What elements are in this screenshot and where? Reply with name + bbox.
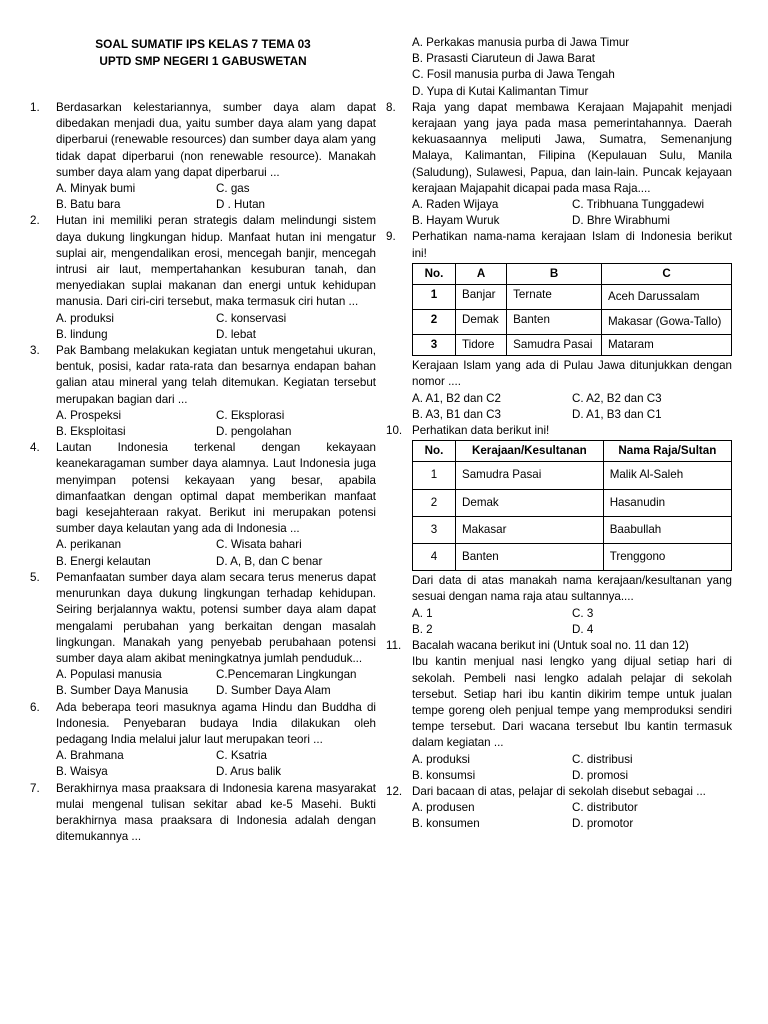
question-number: 6. — [30, 700, 40, 714]
table-cell: Baabullah — [603, 516, 731, 543]
option-a[interactable]: A. Raden Wijaya — [412, 198, 499, 212]
question-number: 5. — [30, 570, 40, 584]
option-b[interactable]: B. Hayam Wuruk — [412, 214, 500, 228]
option-c[interactable]: C.Pencemaran Lingkungan — [216, 668, 357, 682]
answer-options — [412, 35, 732, 100]
table-cell: Samudra Pasai — [507, 335, 602, 356]
option-d[interactable]: D. Sumber Daya Alam — [216, 684, 331, 698]
table-header-cell: C — [602, 263, 732, 284]
question-7 — [30, 781, 376, 846]
option-a[interactable]: A. produsen — [412, 801, 475, 815]
option-d[interactable]: D. 4 — [572, 622, 594, 636]
table-cell: Makasar (Gowa-Tallo) — [602, 310, 732, 335]
option-a[interactable]: A. Populasi manusia — [56, 668, 162, 682]
table-cell: Malik Al-Saleh — [603, 462, 731, 489]
option-a[interactable]: A. perikanan — [56, 538, 122, 552]
sultan-table — [412, 440, 732, 571]
question-prompt: Kerajaan Islam yang ada di Pulau Jawa ditunjukkan dengan nomor .... — [412, 359, 732, 389]
left-column — [30, 100, 376, 845]
answer-options — [412, 391, 732, 423]
option-a[interactable]: A. Perkakas manusia purba di Jawa Timur — [412, 36, 630, 49]
option-d[interactable]: D. Yupa di Kutai Kalimantan Timur — [412, 84, 589, 98]
table-header-row — [413, 263, 732, 284]
question-number: 11. — [386, 639, 402, 653]
answer-options — [412, 800, 732, 832]
question-number: 8. — [386, 100, 396, 114]
question-10 — [386, 423, 732, 638]
answer-options — [412, 752, 732, 784]
table-cell: Trenggono — [603, 544, 731, 571]
table-cell: 4 — [413, 544, 456, 571]
right-column — [386, 35, 732, 833]
option-d[interactable]: D. lebat — [216, 327, 256, 341]
option-a[interactable]: A. Minyak bumi — [56, 182, 136, 196]
question-3 — [30, 343, 376, 440]
answer-options — [56, 748, 376, 780]
question-text: Lautan Indonesia terkenal dengan kekayaan keanekaragaman sumber daya alamnya. Laut Indonesia juga menyimpan potensi kekayaan yang besar, apabila dimanfaatkan dengan optimal dapat memberikan manfaat bagi kesejahteraan rakyat. Berikut ini merupakan potensi sumber daya kelautan yang ada di Indonesia ... — [56, 441, 376, 536]
table-header-cell: Kerajaan/Kesultanan — [456, 441, 604, 462]
option-d[interactable]: D. promotor — [572, 817, 634, 831]
option-a[interactable]: A. produksi — [412, 752, 470, 766]
option-d[interactable]: D. Bhre Wirabhumi — [572, 214, 670, 228]
question-text: Perhatikan nama-nama kerajaan Islam di Indonesia berikut ini! — [412, 230, 732, 260]
question-11 — [386, 638, 732, 784]
table-row — [413, 516, 732, 543]
question-text: Pemanfaatan sumber daya alam secara terus menerus dapat menurunkan daya dukung lingkungan terhadap kehidupan. Seiring berjalannya waktu, potensi sumber daya alam dapat mengalami perubahan yang berkaitan dengan masalah lingkungan. Manakah yang penyebab perubahaan potensi sumber daya alam akibat meningkatnya jumlah penduduk... — [56, 570, 376, 665]
option-c[interactable]: C. A2, B2 dan C3 — [572, 391, 662, 405]
question-number: 1. — [30, 101, 40, 114]
question-number: 7. — [30, 781, 40, 795]
option-c[interactable]: C. distribusi — [572, 752, 633, 766]
question-text: Berdasarkan kelestariannya, sumber daya alam dapat dibedakan menjadi dua, yaitu sumber daya alam yang dapat diperbarui (renewable resources) dan sumber daya alam yang tidak dapat diperbarui (non renewable resource). Manakah sumber daya alam yang dapat diperbarui ... — [56, 101, 376, 179]
option-d[interactable]: D. pengolahan — [216, 425, 292, 439]
question-7-options — [386, 35, 732, 100]
option-b[interactable]: B. Energi kelautan — [56, 554, 151, 568]
table-cell: Banten — [507, 310, 602, 335]
answer-options — [56, 537, 376, 569]
table-row — [413, 310, 732, 335]
question-number: 12. — [386, 784, 403, 798]
answer-options — [56, 311, 376, 343]
option-a[interactable]: A. Prospeksi — [56, 408, 122, 422]
table-header-cell: No. — [413, 441, 456, 462]
question-2 — [30, 213, 376, 343]
table-row — [413, 462, 732, 489]
option-b[interactable]: B. Eksploitasi — [56, 425, 126, 439]
reading-passage: Ibu kantin menjual nasi lengko yang dijual setiap hari di sekolah. Pembeli nasi lengko adalah pelajar di sekolah tersebut. Setiap hari ibu kantin dikirim tempe untuk jualan tempe goreng oleh penjual tempe yang memproduksi sendiri tempe tersebut. Dari wacana tersebut Ibu kantin termasuk dalam kegiatan ... — [412, 655, 732, 750]
answer-options — [56, 181, 376, 213]
table-header-cell: A — [456, 263, 507, 284]
option-d[interactable]: D . Hutan — [216, 198, 265, 212]
question-number: 4. — [30, 441, 40, 455]
question-text: Dari bacaan di atas, pelajar di sekolah disebut sebagai ... — [412, 784, 706, 798]
option-a[interactable]: A. produksi — [56, 311, 114, 325]
worksheet-header — [30, 36, 376, 70]
table-cell: Banten — [456, 544, 604, 571]
question-text: Berakhirnya masa praaksara di Indonesia karena masyarakat mulai mengenal tulisan sekitar abad ke-5 Masehi. Bukti berakhirnya masa praaksara di Indonesia adalah dengan ditemukannya ... — [56, 781, 376, 844]
question-prompt: Dari data di atas manakah nama kerajaan/kesultanan yang sesuai dengan nama raja atau sultannya.... — [412, 574, 732, 604]
header-title: SOAL SUMATIF IPS KELAS 7 TEMA 03 — [95, 37, 311, 51]
option-c[interactable]: C. Ksatria — [216, 749, 267, 763]
option-c[interactable]: C. konservasi — [216, 311, 287, 325]
question-number: 2. — [30, 214, 40, 228]
table-cell: Hasanudin — [603, 489, 731, 516]
option-a[interactable]: A. 1 — [412, 606, 433, 620]
table-cell: 1 — [413, 462, 456, 489]
question-text: Bacalah wacana berikut ini (Untuk soal no. 11 dan 12) — [412, 639, 689, 653]
option-d[interactable]: D. A, B, dan C benar — [216, 554, 323, 568]
header-school: UPTD SMP NEGERI 1 GABUSWETAN — [99, 54, 307, 68]
option-b[interactable]: B. konsumen — [412, 817, 480, 831]
table-cell: Demak — [456, 310, 507, 335]
table-cell: Tidore — [456, 335, 507, 356]
option-b[interactable]: B. Sumber Daya Manusia — [56, 684, 189, 698]
table-cell: 3 — [413, 516, 456, 543]
option-d[interactable]: D. A1, B3 dan C1 — [572, 407, 662, 421]
question-number: 9. — [386, 230, 396, 244]
option-c[interactable]: C. Fosil manusia purba di Jawa Tengah — [412, 68, 615, 82]
table-header-row — [413, 441, 732, 462]
option-a[interactable]: A. Brahmana — [56, 749, 124, 763]
question-1 — [30, 100, 376, 213]
question-text: Perhatikan data berikut ini! — [412, 424, 550, 438]
table-cell: 1 — [413, 285, 456, 310]
option-b[interactable]: B. A3, B1 dan C3 — [412, 407, 501, 421]
option-b[interactable]: B. konsumsi — [412, 768, 476, 782]
table-cell: 3 — [413, 335, 456, 356]
table-header-cell: Nama Raja/Sultan — [603, 441, 731, 462]
question-number: 10. — [386, 424, 403, 438]
table-cell: 2 — [413, 489, 456, 516]
option-a[interactable]: A. A1, B2 dan C2 — [412, 391, 501, 405]
option-d[interactable]: D. Arus balik — [216, 765, 282, 779]
table-cell: Makasar — [456, 516, 604, 543]
question-text: Raja yang dapat membawa Kerajaan Majapahit menjadi kerajaan yang jaya pada masa pemerintahannya. Daerah kekuasaannya meliputi Jawa, Sumatra, Semenanjung Malaya, Kalimantan, Filipina (Kepulauan Sulu, Manila (Saludung), Sulawesi, Papua, dan lain-lain. Puncak kejayaan kerajaan Majapahit dicapai pada masa Raja.... — [412, 100, 732, 195]
option-c[interactable]: C. gas — [216, 182, 250, 196]
answer-options — [56, 667, 376, 699]
option-b[interactable]: B. Batu bara — [56, 198, 121, 212]
option-c[interactable]: C. distributor — [572, 801, 638, 815]
option-c[interactable]: C. 3 — [572, 606, 594, 620]
table-header-cell: B — [507, 263, 602, 284]
option-b[interactable]: B. 2 — [412, 622, 433, 636]
question-12 — [386, 784, 732, 833]
question-text: Ada beberapa teori masuknya agama Hindu dan Buddha di Indonesia. Penyebaran budaya India dilakukan oleh pedagang India melalui jalur laut merupakan teori ... — [56, 700, 376, 746]
option-d[interactable]: D. promosi — [572, 768, 629, 782]
option-b[interactable]: B. Prasasti Ciaruteun di Jawa Barat — [412, 52, 596, 66]
question-text: Pak Bambang melakukan kegiatan untuk mengetahui ukuran, bentuk, posisi, kadar rata-rata dan besarnya endapan bahan galian atau mineral yang telah ditemukan. Kegiatan tersebut merupakan bagian dari ... — [56, 344, 376, 406]
option-c[interactable]: C. Tribhuana Tunggadewi — [572, 198, 705, 212]
answer-options — [412, 606, 732, 638]
table-cell: 2 — [413, 310, 456, 335]
question-4 — [30, 440, 376, 570]
table-row — [413, 544, 732, 571]
option-b[interactable]: B. lindung — [56, 327, 108, 341]
table-row — [413, 489, 732, 516]
question-6 — [30, 700, 376, 781]
question-text: Hutan ini memiliki peran strategis dalam melindungi sistem daya dukung lingkungan hidup. Manfaat hutan ini mengatur suplai air, mengendalikan erosi, mencegah banjir, mencegah intrusi air laut, mempertahankan kesuburan tanah, dan menyediakan suplai makanan dan energi untuk kehidupan manusia. Dari ciri-ciri tersebut, maka termasuk ciri hutan ... — [56, 214, 376, 309]
kingdom-table — [412, 263, 732, 356]
question-9 — [386, 229, 732, 423]
table-cell: Ternate — [507, 285, 602, 310]
question-number: 3. — [30, 344, 40, 358]
option-c[interactable]: C. Wisata bahari — [216, 538, 302, 552]
table-cell: Aceh Darussalam — [602, 285, 732, 310]
table-cell: Banjar — [456, 285, 507, 310]
table-cell: Samudra Pasai — [456, 462, 604, 489]
table-row — [413, 285, 732, 310]
table-header-cell: No. — [413, 263, 456, 284]
table-cell: Demak — [456, 489, 604, 516]
question-8 — [386, 100, 732, 230]
table-row — [413, 335, 732, 356]
option-c[interactable]: C. Eksplorasi — [216, 408, 285, 422]
option-b[interactable]: B. Waisya — [56, 765, 108, 779]
answer-options — [412, 197, 732, 229]
answer-options — [56, 408, 376, 440]
question-5 — [30, 570, 376, 700]
table-cell: Mataram — [602, 335, 732, 356]
